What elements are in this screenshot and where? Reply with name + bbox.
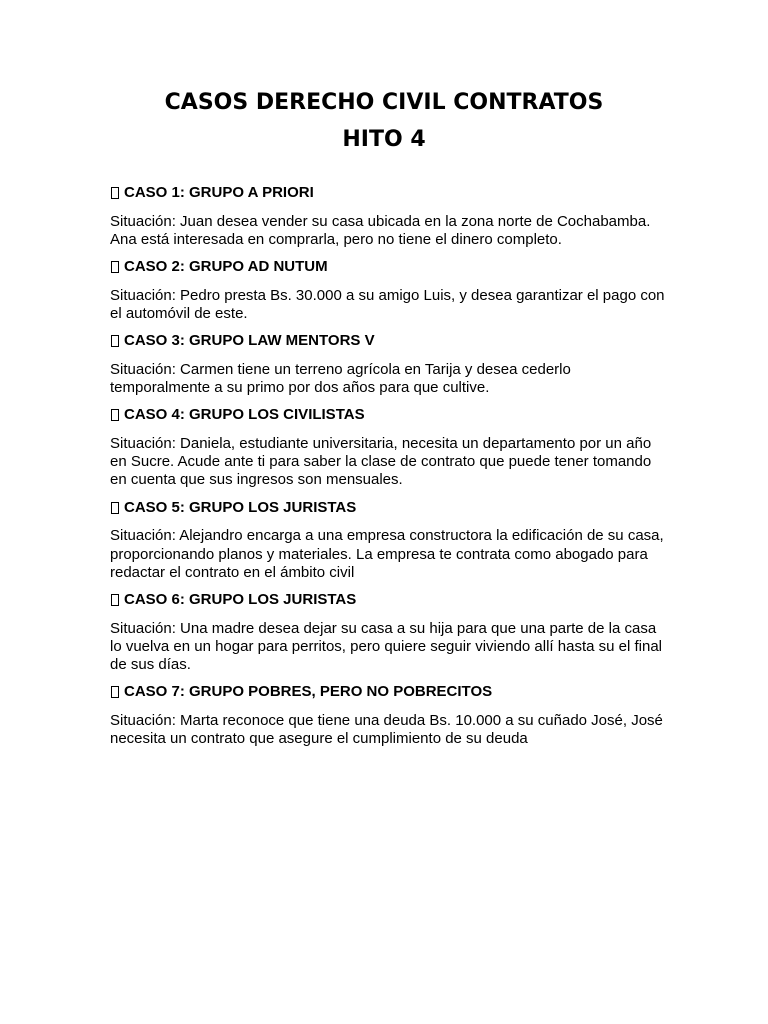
case-situation: Situación: Carmen tiene un terreno agrícola en Tarija y desea cederlo temporalmente a su primo por dos años para que cultive. bbox=[110, 360, 571, 397]
case-heading bbox=[110, 683, 670, 701]
case-heading-text: CASO 6: GRUPO LOS JURISTAS bbox=[124, 590, 357, 608]
case-heading bbox=[110, 332, 670, 350]
missing-glyph-icon bbox=[111, 335, 119, 347]
case-heading-text: CASO 4: GRUPO LOS CIVILISTAS bbox=[124, 406, 365, 424]
missing-glyph-icon bbox=[111, 409, 119, 421]
document-title bbox=[0, 84, 768, 158]
missing-glyph-icon bbox=[111, 594, 119, 606]
case-heading bbox=[110, 499, 670, 517]
case-item-1 bbox=[110, 184, 670, 249]
case-item-3 bbox=[110, 332, 670, 397]
title-line-2: HITO 4 bbox=[342, 127, 426, 152]
case-heading-text: CASO 2: GRUPO AD NUTUM bbox=[124, 258, 328, 276]
case-heading bbox=[110, 258, 670, 276]
case-list bbox=[110, 184, 670, 757]
case-item-2 bbox=[110, 258, 670, 323]
missing-glyph-icon bbox=[111, 187, 119, 199]
title-line-1: CASOS DERECHO CIVIL CONTRATOS bbox=[164, 90, 604, 115]
case-situation: Situación: Alejandro encarga a una empresa constructora la edificación de su casa, proporcionando planos y materiales. La empresa te contrata como abogado para redactar el contrato en el ámbito civil bbox=[110, 527, 664, 581]
case-situation: Situación: Marta reconoce que tiene una deuda Bs. 10.000 a su cuñado José, José necesita un contrato que asegure el cumplimiento de su deuda bbox=[110, 711, 663, 748]
case-heading-text: CASO 5: GRUPO LOS JURISTAS bbox=[124, 498, 357, 516]
case-heading-text: CASO 7: GRUPO POBRES, PERO NO POBRECITOS bbox=[124, 683, 493, 701]
case-situation: Situación: Pedro presta Bs. 30.000 a su amigo Luis, y desea garantizar el pago con el automóvil de este. bbox=[110, 286, 665, 323]
case-heading bbox=[110, 591, 670, 609]
case-situation: Situación: Una madre desea dejar su casa a su hija para que una parte de la casa lo vuelva en un hogar para perritos, pero quiere seguir viviendo allí hasta su el final de sus días. bbox=[110, 619, 662, 674]
case-heading bbox=[110, 406, 670, 424]
case-situation: Situación: Juan desea vender su casa ubicada en la zona norte de Cochabamba. Ana está interesada en comprarla, pero no tiene el dinero completo. bbox=[110, 212, 651, 248]
case-heading bbox=[110, 184, 670, 202]
case-item-5 bbox=[110, 499, 670, 582]
case-heading-text: CASO 3: GRUPO LAW MENTORS V bbox=[124, 332, 375, 350]
missing-glyph-icon bbox=[111, 686, 119, 698]
missing-glyph-icon bbox=[111, 261, 119, 273]
case-heading-text: CASO 1: GRUPO A PRIORI bbox=[124, 184, 314, 201]
case-item-6 bbox=[110, 591, 670, 674]
case-situation: Situación: Daniela, estudiante universitaria, necesita un departamento por un año en Sucre. Acude ante ti para saber la clase de contrato que puede tener tomando en cuenta que sus ingresos son mensuales. bbox=[110, 435, 652, 489]
case-item-7 bbox=[110, 683, 670, 748]
missing-glyph-icon bbox=[111, 502, 119, 514]
case-item-4 bbox=[110, 406, 670, 489]
